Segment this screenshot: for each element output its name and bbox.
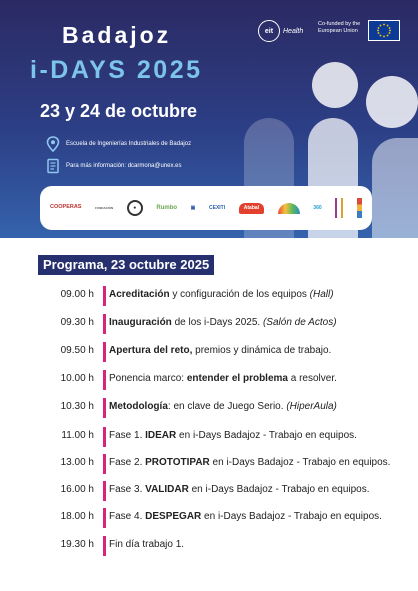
- agenda-time: 16.00 h: [60, 484, 94, 495]
- atabal-logo: Atabal: [239, 203, 264, 214]
- agenda-description: [109, 511, 409, 522]
- round-seal-logo: ●: [127, 200, 143, 216]
- agenda-accent-bar: [103, 286, 106, 306]
- agenda-row: [0, 398, 418, 418]
- agenda-row: [0, 536, 418, 556]
- agenda-row: [0, 314, 418, 334]
- agenda-accent-bar: [103, 508, 106, 528]
- eu-flag-icon: [368, 20, 400, 41]
- rainbow-arc-logo: [278, 203, 300, 214]
- agenda-time: 09.30 h: [60, 317, 94, 328]
- agenda-row: [0, 454, 418, 474]
- agenda-text-part: Acreditación: [109, 289, 170, 300]
- agenda-text-part: DESPEGAR: [145, 511, 202, 522]
- 360-logo: 360: [313, 204, 322, 211]
- agenda-row: [0, 286, 418, 306]
- cexiti-logo: CEXITI: [209, 204, 226, 211]
- agenda-row: [0, 427, 418, 447]
- decorative-pillar: [372, 138, 418, 238]
- agenda-text-part: IDEAR: [145, 430, 177, 441]
- agenda-text-part: Metodología: [109, 401, 168, 412]
- agenda-text-part: y configuración de los equipos: [169, 289, 310, 300]
- partner-logos: [40, 186, 372, 230]
- agenda-text-part: en i-Days Badajoz - Trabajo en equipos.: [209, 457, 391, 468]
- location-pin-icon: [46, 136, 60, 152]
- fundacion-logo: FUNDACIÓN: [95, 205, 114, 210]
- decorative-circle: [312, 62, 358, 108]
- agenda-row: [0, 508, 418, 528]
- agenda-text-part: (HiperAula): [286, 401, 337, 412]
- agenda-text-part: VALIDAR: [145, 484, 189, 495]
- eu-funding-text: Co-funded by the European Union: [318, 21, 361, 34]
- agenda-accent-bar: [103, 342, 106, 362]
- totem-logo: [357, 198, 362, 218]
- event-dates: 23 y 24 de octubre: [40, 101, 198, 121]
- hero-banner: [0, 0, 418, 238]
- agenda-description: [109, 289, 409, 300]
- eit-health-logo: [258, 20, 303, 42]
- event-title: i-DAYS 2025: [30, 56, 203, 84]
- agenda-text-part: Fase 1.: [109, 430, 146, 441]
- agenda-time: 13.00 h: [60, 457, 94, 468]
- agenda-accent-bar: [103, 370, 106, 390]
- agenda-description: [109, 430, 409, 441]
- agenda-text-part: entender el problema: [186, 373, 288, 384]
- agenda-text-part: en i-Days Badajoz - Trabajo en equipos.: [201, 511, 382, 522]
- agenda-text-part: en i-Days Badajoz - Trabajo en equipos.: [188, 484, 370, 495]
- agenda-text-part: PROTOTIPAR: [145, 457, 210, 468]
- institutional-logo: ▣: [190, 204, 196, 211]
- program-title: Programa, 23 octubre 2025: [38, 255, 214, 275]
- agenda-description: [109, 345, 409, 356]
- agenda-text-part: Fin día trabajo 1.: [109, 539, 185, 550]
- dna-logo: [335, 198, 343, 218]
- agenda-description: [109, 539, 409, 550]
- agenda-text-part: Ponencia marco:: [109, 373, 187, 384]
- agenda-time: 19.30 h: [60, 539, 94, 550]
- agenda-text-part: en i-Days Badajoz - Trabajo en equipos.: [176, 430, 357, 441]
- eit-mark: eit: [258, 20, 280, 42]
- document-icon: [46, 158, 60, 174]
- rumbo-logo: Rumbo: [156, 205, 178, 211]
- contact-text[interactable]: Para más información: dcarmona@unex.es: [66, 163, 182, 169]
- agenda-text-part: Fase 2.: [109, 457, 146, 468]
- agenda-text-part: de los i-Days 2025.: [171, 317, 263, 328]
- agenda-description: [109, 373, 409, 384]
- agenda-time: 09.50 h: [60, 345, 94, 356]
- agenda-accent-bar: [103, 427, 106, 447]
- venue-row: [46, 136, 191, 152]
- agenda-row: [0, 481, 418, 501]
- decorative-circle: [366, 76, 418, 128]
- eit-label: Health: [283, 27, 304, 35]
- agenda-accent-bar: [103, 481, 106, 501]
- venue-text: Escuela de Ingenierías Industriales de Badajoz: [66, 141, 192, 147]
- agenda-time: 11.00 h: [61, 430, 94, 441]
- agenda-time: 10.30 h: [60, 401, 94, 412]
- agenda-time: 10.00 h: [60, 373, 94, 384]
- agenda-accent-bar: [103, 314, 106, 334]
- agenda-text-part: (Salón de Actos): [262, 317, 337, 328]
- agenda-text-part: Inauguración: [109, 317, 172, 328]
- agenda-text-part: premios y dinámica de trabajo.: [192, 345, 332, 356]
- agenda-description: [109, 484, 409, 495]
- agenda-row: [0, 370, 418, 390]
- agenda-text-part: : en clave de Juego Serio.: [167, 401, 287, 412]
- agenda-text-part: Apertura del reto,: [109, 345, 193, 356]
- agenda-text-part: (Hall): [309, 289, 334, 300]
- city-title: Badajoz: [62, 22, 172, 48]
- agenda-time: 09.00 h: [60, 289, 94, 300]
- agenda-description: [109, 401, 409, 412]
- agenda-accent-bar: [103, 454, 106, 474]
- agenda-row: [0, 342, 418, 362]
- agenda-text-part: a resolver.: [287, 373, 337, 384]
- contact-row: [46, 158, 181, 174]
- agenda-accent-bar: [103, 398, 106, 418]
- agenda-text-part: Fase 3.: [109, 484, 146, 495]
- agenda-text-part: Fase 4.: [109, 511, 146, 522]
- agenda-description: [109, 317, 409, 328]
- cooperas-logo: COOPERAS: [50, 204, 82, 211]
- agenda-accent-bar: [103, 536, 106, 556]
- agenda-time: 18.00 h: [60, 511, 94, 522]
- agenda-description: [109, 457, 409, 468]
